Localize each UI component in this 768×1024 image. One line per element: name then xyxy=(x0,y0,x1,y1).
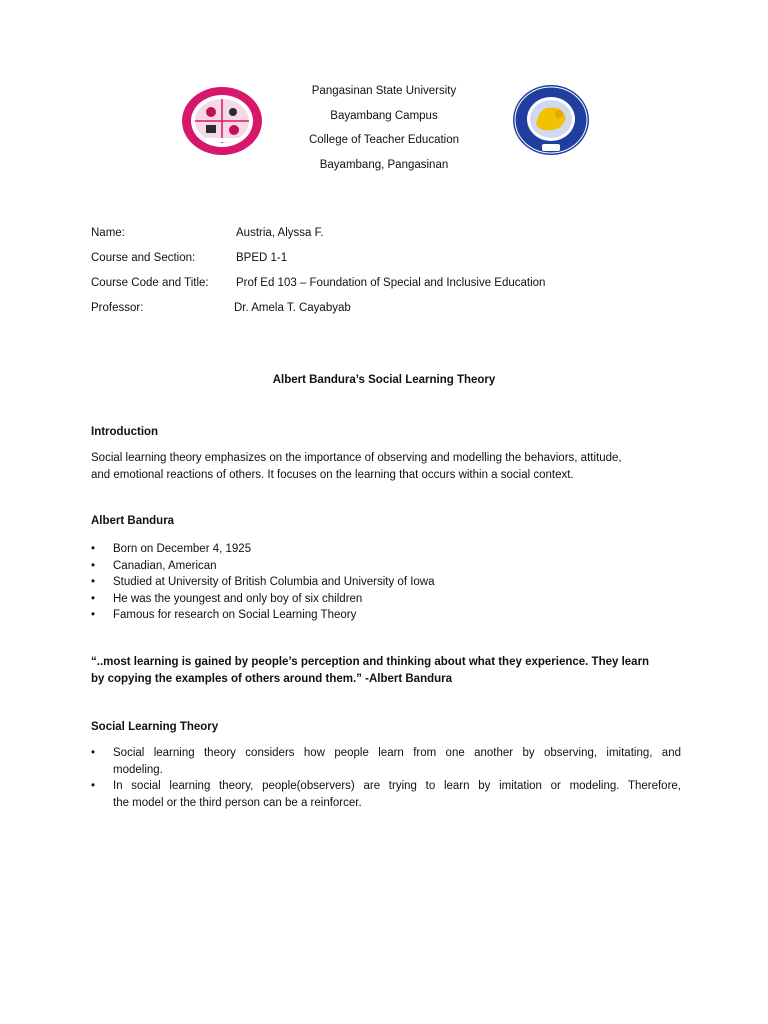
quote-line-1: “..most learning is gained by people’s perception and thinking about what they experience. They learn xyxy=(91,656,650,668)
list-item: • Canadian, American xyxy=(91,558,681,575)
bullet-icon: • xyxy=(91,576,96,588)
info-row-professor xyxy=(91,300,691,325)
info-row-section xyxy=(91,250,691,275)
intro-line-2: and emotional reactions of others. It focuses on the learning that occurs within a social context. xyxy=(91,468,574,481)
bandura-heading: Albert Bandura xyxy=(91,515,175,527)
quote-line-2: by copying the examples of others around them.” -Albert Bandura xyxy=(91,673,453,685)
list-item: • He was the youngest and only boy of six children xyxy=(91,591,681,608)
student-info xyxy=(91,225,691,325)
document-header xyxy=(230,79,538,177)
campus-name: Bayambang Campus xyxy=(330,109,438,122)
section-label: Course and Section: xyxy=(91,252,196,264)
name-label: Name: xyxy=(91,227,125,239)
info-row-course xyxy=(91,275,691,300)
professor-value: Dr. Amela T. Cayabyab xyxy=(234,302,351,314)
slt-list xyxy=(91,745,681,811)
bullet-icon: • xyxy=(91,592,96,605)
document-title: Albert Bandura’s Social Learning Theory xyxy=(272,374,496,386)
list-item: • In social learning theory, people(observers) are trying to learn by imitation or modeling. Therefore, the model or the third person can be a reinforcer. xyxy=(91,780,681,809)
bandura-quote xyxy=(91,654,681,688)
professor-label: Professor: xyxy=(91,302,144,314)
list-item: • Social learning theory considers how people learn from one another by observing, imitating, and modeling. xyxy=(91,747,681,776)
bullet-icon: • xyxy=(91,559,96,572)
bullet-icon: • xyxy=(91,543,96,555)
intro-paragraph xyxy=(91,450,681,483)
bullet-icon: • xyxy=(91,780,96,792)
intro-heading: Introduction xyxy=(91,426,159,438)
course-label: Course Code and Title: xyxy=(91,277,209,289)
intro-line-1: Social learning theory emphasizes on the importance of observing and modelling the behaviors, attitude, xyxy=(91,452,622,464)
name-value: Austria, Alyssa F. xyxy=(236,227,324,239)
list-item: • Famous for research on Social Learning Theory xyxy=(91,607,681,624)
slt-heading: Social Learning Theory xyxy=(91,721,219,733)
bullet-icon: • xyxy=(91,609,96,621)
list-item: • Studied at University of British Columbia and University of Iowa xyxy=(91,574,681,591)
section-value: BPED 1-1 xyxy=(236,252,288,264)
info-row-name xyxy=(91,225,691,250)
bullet-icon: • xyxy=(91,747,96,759)
college-name: College of Teacher Education xyxy=(308,134,460,146)
psu-seal-logo xyxy=(512,84,590,156)
course-value: Prof Ed 103 – Foundation of Special and Inclusive Education xyxy=(236,277,546,289)
campus-location: Bayambang, Pangasinan xyxy=(319,158,449,171)
bandura-list xyxy=(91,541,681,624)
list-item: • Born on December 4, 1925 xyxy=(91,541,681,558)
university-name: Pangasinan State University xyxy=(311,85,457,97)
